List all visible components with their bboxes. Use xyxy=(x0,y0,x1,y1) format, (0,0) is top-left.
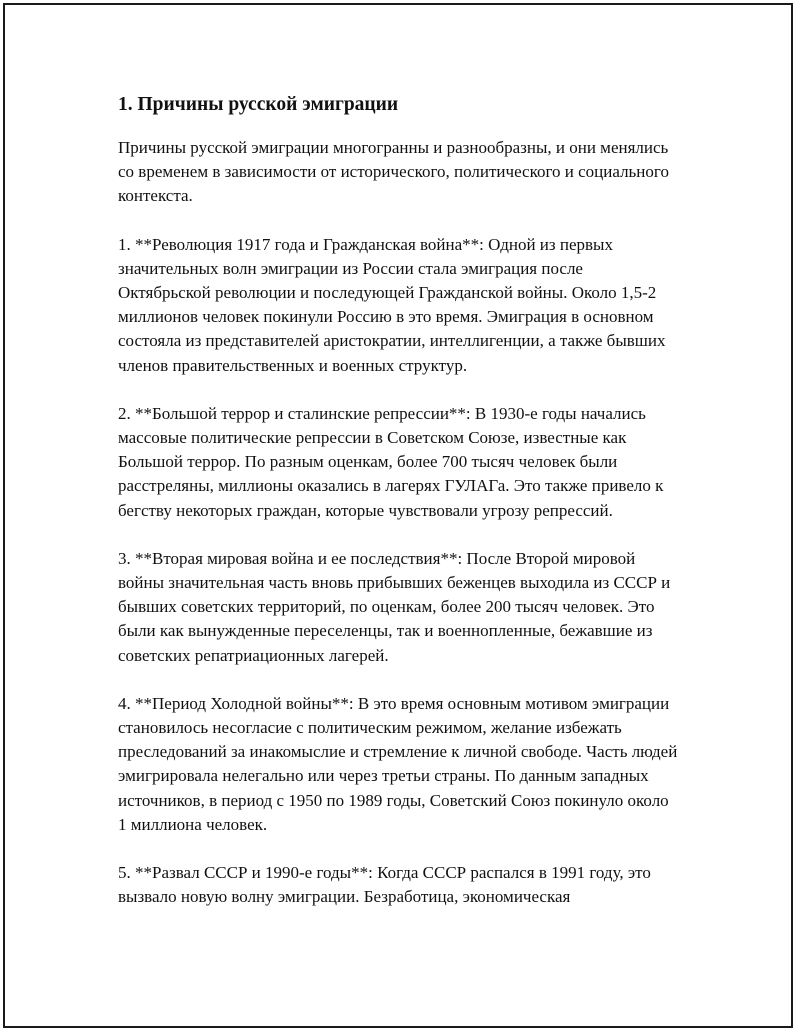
list-item-cold-war: 4. **Период Холодной войны**: В это время основным мотивом эмиграции становилось несогласие с политическим режимом, желание избежать преследований за инакомыслие и стремление к личной свободе. Часть людей эмигрировала нелегально или через третьи страны. По данным западных источников, в период с 1950 по 1989 годы, Советский Союз покинуло около 1 миллиона человек. xyxy=(118,693,678,834)
list-item-revolution: 1. **Революция 1917 года и Гражданская война**: Одной из первых значительных волн эмиграции из России стала эмиграция после Октябрьской революции и последующей Гражданской войны. Около 1,5-2 миллионов человек покинули Россию в это время. Эмиграция в основном состояла из представителей аристократии, интеллигенции, а также бывших членов правительственных и военных структур. xyxy=(118,234,666,375)
list-item-world-war-two: 3. **Вторая мировая война и ее последствия**: После Второй мировой войны значительная часть вновь прибывших беженцев выходила из СССР и бывших советских территорий, по оценкам, более 200 тысяч человек. Это были как вынужденные переселенцы, так и военнопленные, бежавшие из советских репатриационных лагерей. xyxy=(118,548,671,665)
list-item-ussr-collapse: 5. **Развал СССР и 1990-е годы**: Когда СССР распался в 1991 году, это вызвало новую волну эмиграции. Безработица, экономическая xyxy=(118,863,651,907)
intro-paragraph: Причины русской эмиграции многогранны и разнообразны, и они менялись со временем в зависимости от исторического, политического и социального контекста. xyxy=(118,138,669,206)
document-body xyxy=(118,92,678,933)
list-item-great-terror: 2. **Большой террор и сталинские репрессии**: В 1930-е годы начались массовые политические репрессии в Советском Союзе, известные как Большой террор. По разным оценкам, более 700 тысяч человек были расстреляны, миллионы оказались в лагерях ГУЛАГа. Это также привело к бегству некоторых граждан, которые чувствовали угрозу репрессий. xyxy=(118,403,664,520)
section-heading: 1. Причины русской эмиграции xyxy=(118,94,399,115)
